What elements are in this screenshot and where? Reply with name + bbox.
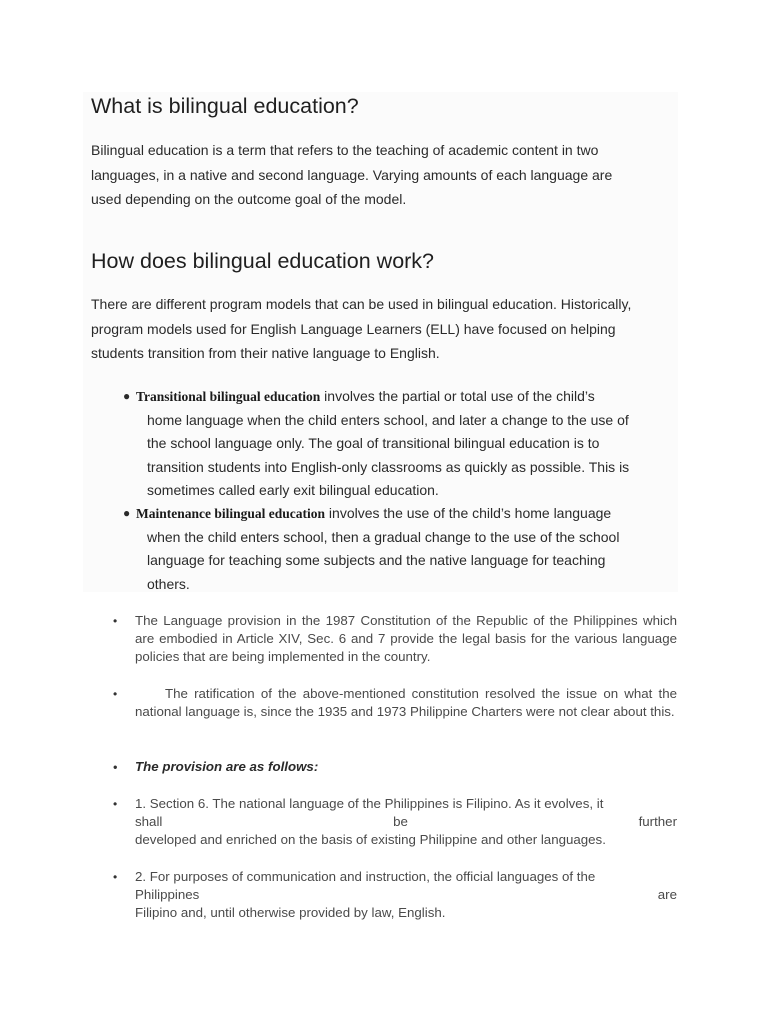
list-item-provision-basis — [113, 612, 677, 666]
list-item-ratification — [113, 685, 677, 721]
bullet-icon: • — [113, 870, 118, 884]
bullet-icon: • — [113, 687, 118, 701]
text-line: The ratification of the above-mentioned constitution resolved the issue on what the national language is, since the 1935 and 1973 Philippine Charters were not clear about this. — [135, 686, 677, 719]
text-word: are — [657, 887, 677, 902]
text-line: involves the partial or total use of the child’s — [320, 388, 595, 404]
term-label: Maintenance bilingual education — [136, 506, 326, 521]
text-line: language for teaching some subjects and the native language for teaching — [147, 552, 606, 568]
heading-what-is-bilingual-education: What is bilingual education? — [91, 94, 359, 118]
paragraph-program-models — [91, 292, 681, 366]
bullet-icon: • — [113, 614, 118, 628]
text-line: program models used for English Language Learners (ELL) have focused on helping — [91, 320, 616, 337]
paragraph-definition — [91, 138, 681, 212]
text-word: shall — [135, 814, 163, 829]
bullet-icon: • — [113, 760, 118, 774]
text-line: the school language only. The goal of transitional bilingual education is to — [147, 435, 600, 451]
text-line: sometimes called early exit bilingual education. — [147, 482, 439, 498]
text-line: transition students into English-only classrooms as quickly as possible. This is — [147, 458, 630, 475]
text-line: used depending on the outcome goal of the model. — [91, 191, 407, 208]
text-line: There are different program models that can be used in bilingual education. Historically, — [91, 296, 632, 312]
list-item-official-languages — [113, 868, 677, 922]
text-line: languages, in a native and second language. Varying amounts of each language are — [91, 166, 613, 183]
term-label: Transitional bilingual education — [136, 389, 321, 404]
text-line: when the child enters school, then a gradual change to the use of the school — [147, 528, 620, 545]
text-line: home language when the child enters school, and later a change to the use of — [147, 411, 629, 428]
text-line: 1. Section 6. The national language of the Philippines is Filipino. As it evolves, it — [135, 796, 604, 811]
text-word: Philippines — [135, 887, 200, 902]
text-line: Filipino and, until otherwise provided by law, English. — [135, 905, 446, 920]
bullet-icon: • — [113, 797, 118, 811]
text-line: developed and enriched on the basis of existing Philippine and other languages. — [135, 832, 606, 847]
text-line: students transition from their native language to English. — [91, 345, 440, 362]
text-word: be — [393, 814, 408, 829]
text-line: involves the use of the child’s home language — [325, 505, 612, 521]
text-line: The provision are as follows: — [135, 759, 319, 774]
list-item-section-6 — [113, 795, 677, 849]
list-item-transitional — [124, 385, 654, 503]
list-item-maintenance — [124, 502, 654, 596]
bullet-icon: ● — [123, 389, 131, 403]
text-line: Bilingual education is a term that refers to the teaching of academic content in two — [91, 142, 599, 158]
text-word: further — [638, 814, 677, 829]
text-line: 2. For purposes of communication and instruction, the official languages of the — [135, 869, 596, 884]
text-line: The Language provision in the 1987 Constitution of the Republic of the Philippines which are embodied in Article XIV, Sec. 6 and 7 provide the legal basis for the various language policies that are being implemented in the country. — [135, 613, 677, 664]
text-line: others. — [147, 575, 190, 592]
bullet-icon: ● — [123, 506, 131, 520]
heading-how-does-it-work: How does bilingual education work? — [91, 249, 435, 273]
list-item-provision-heading — [113, 758, 677, 776]
